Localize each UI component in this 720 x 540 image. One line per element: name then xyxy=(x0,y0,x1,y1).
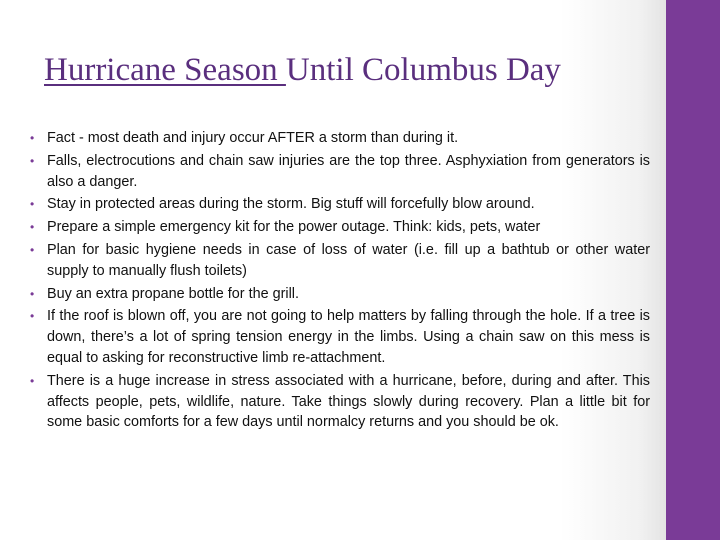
bullet-item xyxy=(30,194,650,215)
bullet-text: There is a huge increase in stress associated with a hurricane, before, during and after. This affects people, pets, wildlife, nature. Take things slowly during recovery. Plan a little bit for some basic comforts for a few days until normalcy returns and you should be ok. xyxy=(47,372,650,431)
bullet-item xyxy=(30,306,650,368)
bullet-icon: • xyxy=(30,373,35,388)
bullet-text: Prepare a simple emergency kit for the power outage. Think: kids, pets, water xyxy=(47,219,541,236)
bullet-item xyxy=(30,151,650,193)
bullet-item xyxy=(30,284,650,305)
bullet-text: Falls, electrocutions and chain saw injuries are the top three. Asphyxiation from generators is also a danger. xyxy=(47,152,650,190)
bullet-icon: • xyxy=(30,131,35,145)
bullet-list xyxy=(30,128,650,435)
bullet-icon: • xyxy=(30,286,35,301)
bullet-icon: • xyxy=(30,153,35,168)
bullet-item xyxy=(30,240,650,282)
slide-title xyxy=(44,46,659,94)
bullet-icon: • xyxy=(30,242,35,257)
bullet-icon: • xyxy=(30,220,35,235)
bullet-text: Plan for basic hygiene needs in case of loss of water (i.e. fill up a bathtub or other water supply to manually flush toilets) xyxy=(47,241,650,279)
bullet-icon: • xyxy=(30,309,35,324)
bullet-icon: • xyxy=(30,197,35,212)
accent-sidebar xyxy=(666,0,720,540)
bullet-text: Buy an extra propane bottle for the grill. xyxy=(47,285,299,302)
slide-title-rest: Until Columbus Day xyxy=(285,52,561,88)
slide-title-underlined: Hurricane Season xyxy=(44,52,286,88)
bullet-text: Stay in protected areas during the storm. Big stuff will forcefully blow around. xyxy=(47,196,535,213)
bullet-item xyxy=(30,371,650,433)
bullet-item xyxy=(30,217,650,238)
bullet-item xyxy=(30,128,650,149)
bullet-text: If the roof is blown off, you are not going to help matters by falling through the hole. If a tree is down, there’s a lot of spring tension energy in the limbs. Using a chain saw on this mess is equal to asking for reconstructive limb re-attachment. xyxy=(47,308,650,366)
bullet-text: Fact - most death and injury occur AFTER a storm than during it. xyxy=(47,130,459,146)
